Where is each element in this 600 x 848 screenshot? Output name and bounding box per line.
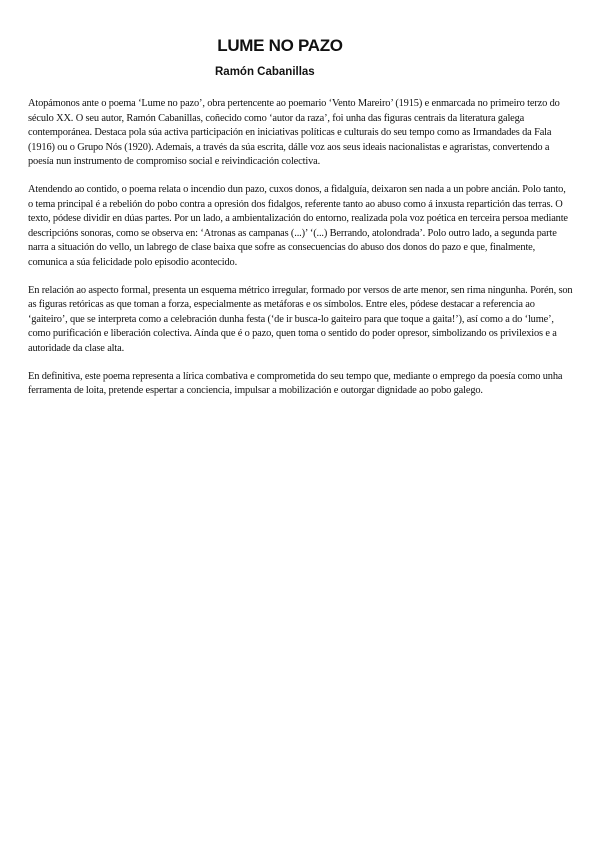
paragraph-form: En relación ao aspecto formal, presenta un esquema métrico irregular, formado por versos de arte menor, sen rima ningunha. Porén, son as figuras retóricas as que toman a forza, especialmente as metáforas e os símbolos. Entre eles, pódese destacar a referencia ao ‘gaiteiro’, que se interpreta como a celebración dunha festa (‘de ir busca-lo gaiteiro para que toque a gaita!’), así como a do ‘lume’, como purificación e liberación colectiva. Aínda que é o pazo, quen toma o sentido do poder opresor, simbolizando os privilexios e a autoridade da clase alta. <box>28 284 573 354</box>
page-title: LUME NO PAZO <box>217 36 343 55</box>
paragraph-introduction: Atopámonos ante o poema ‘Lume no pazo’, obra pertencente ao poemario ‘Vento Mareiro’ (1915) e enmarcada no primeiro terzo do século XX. O seu autor, Ramón Cabanillas, coñecido como ‘autor da raza’, foi unha das figuras centrais da literatura galega contemporánea. Destaca pola súa activa participación en iniciativas políticas e culturais do seu tempo como as Irmandades da Fala (1916) ou o Grupo Nós (1920). Ademais, a través da súa escrita, dálle voz aos seus ideais nacionalistas e agraristas, convertendo a poesía nun instrumento de compromiso social e reivindicación colectiva. <box>28 98 560 168</box>
paragraph-conclusion: En definitiva, este poema representa a lírica combativa e comprometida do seu tempo que, mediante o emprego da poesía como unha ferramenta de loita, pretende espertar a conciencia, impulsar a mobilización e outorgar dignidade ao pobo galego. <box>28 370 563 397</box>
paragraph-content: Atendendo ao contido, o poema relata o incendio dun pazo, cuxos donos, a fidalguía, deixaron sen nada a un pobre ancián. Polo tanto, o tema principal é a rebelión do pobo contra a opresión dos fidalgos, referente tanto ao abuso como á inxusta repartición das terras. O texto, pódese dividir en dúas partes. Por un lado, a ambientalización do entorno, realizada pola voz poética en terceira persoa mediante descripcións sonoras, como se observa en: ‘Atronas as campanas (...)’ ‘(...) Berrando, atolondrada’. Polo outro lado, a segunda parte narra a situación do vello, un labrego de clase baixa que sofre as consecuencias do abuso dos donos do pazo e que, finalmente, comunica a súa felicidade polo episodio acontecido. <box>28 183 568 268</box>
author-name: Ramón Cabanillas <box>215 66 315 78</box>
document-body <box>28 97 573 412</box>
